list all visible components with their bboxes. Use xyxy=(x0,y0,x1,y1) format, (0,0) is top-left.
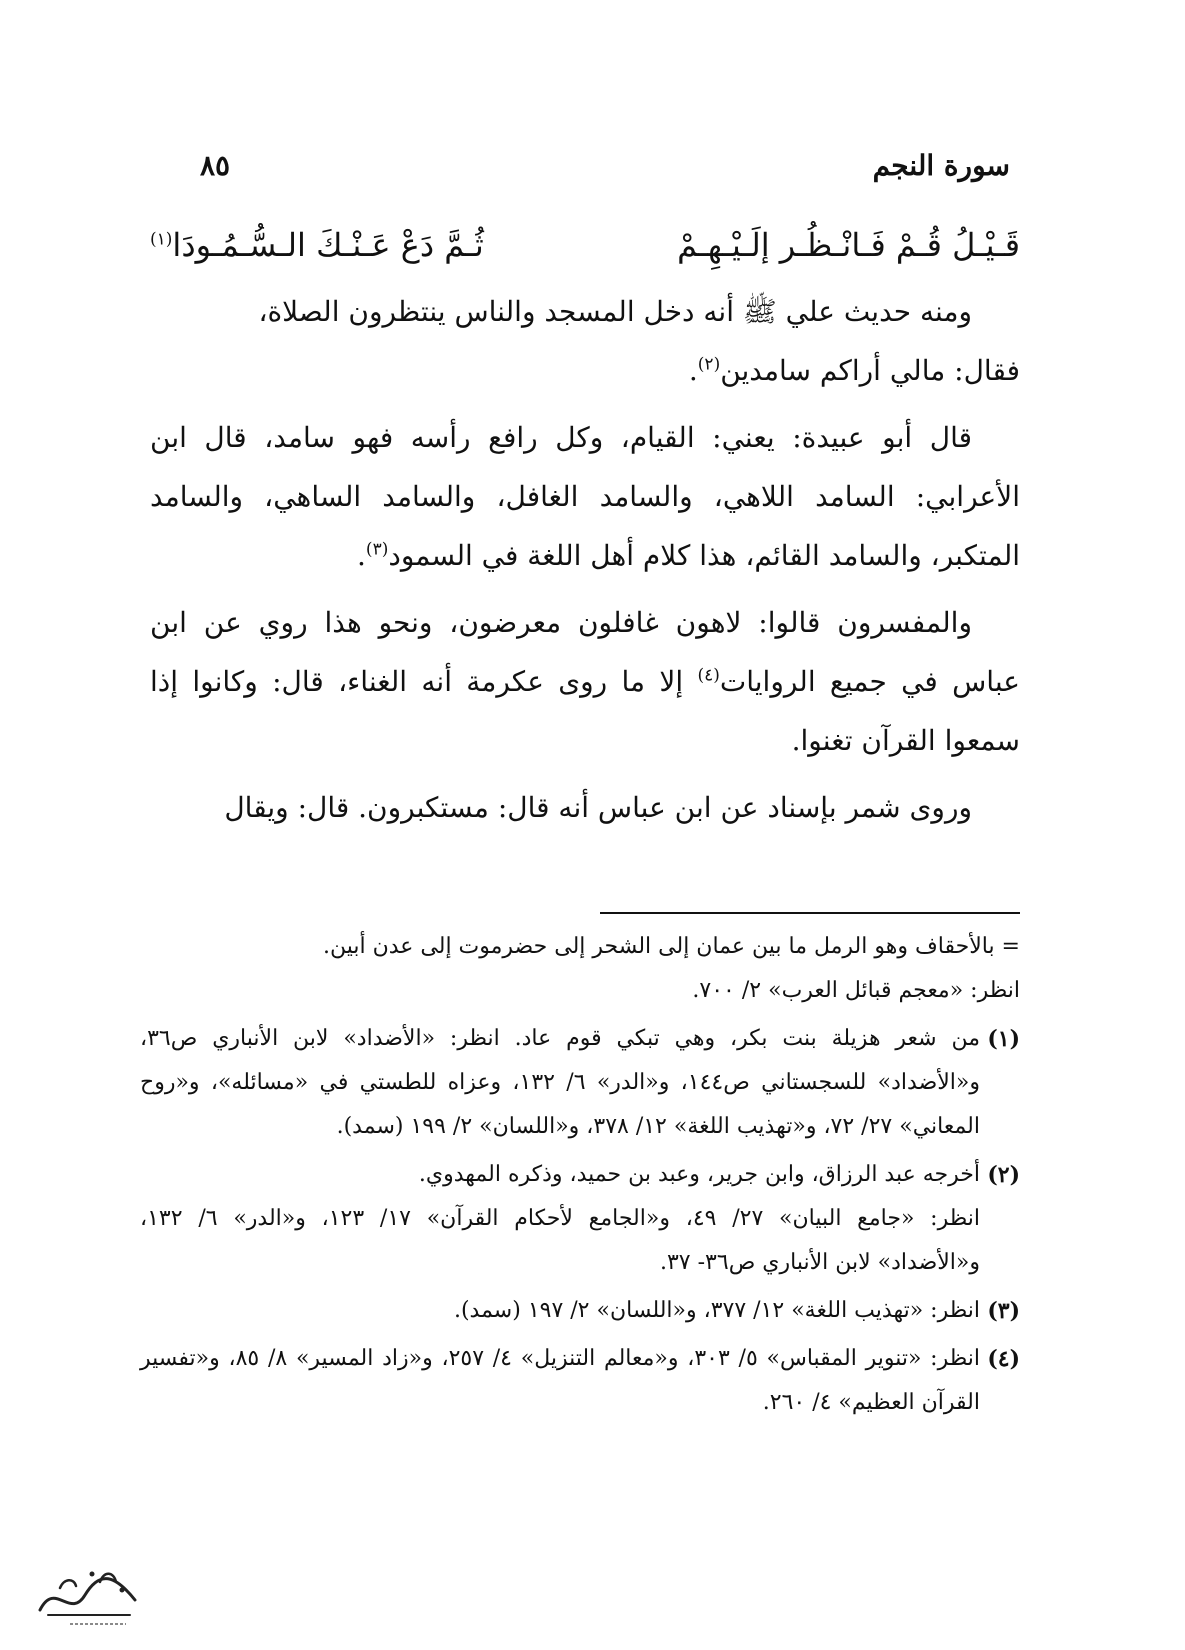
page-header xyxy=(200,135,1010,195)
footnote-1 xyxy=(140,1017,1020,1149)
paragraph-2-tail: . xyxy=(357,539,366,572)
verse-hemistich-left: ثُـمَّ دَعْ عَـنْـكَ الـسُّـمُـودَا xyxy=(172,226,484,264)
paragraph-1-tail: . xyxy=(688,354,698,387)
footnote-2-text-2: انظر: «جامع البيان» ٢٧/ ٤٩، و«الجامع لأحكام القرآن» ١٧/ ١٢٣، و«الدر» ٦/ ١٣٢، و«الأضداد» لابن الأنباري ص٣٦- ٣٧. xyxy=(140,1206,981,1275)
page-number: ٨٥ xyxy=(200,148,231,182)
footnote-3-number: (٣) xyxy=(987,1298,1020,1324)
paragraph-3 xyxy=(150,593,1020,770)
footnote-2-text-1: أخرجه عبد الرزاق، وابن جرير، وعبد بن حميد، وذكره المهدوي. xyxy=(418,1162,980,1187)
paragraph-4-text: وروى شمر بإسناد عن ابن عباس أنه قال: مستكبرون. قال: ويقال xyxy=(224,791,972,824)
footnote-4-text: انظر: «تنوير المقباس» ٥/ ٣٠٣، و«معالم التنزيل» ٤/ ٢٥٧، و«زاد المسير» ٨/ ٨٥، و«تفسير القرآن العظيم» ٤/ ٢٦٠. xyxy=(140,1346,980,1415)
footnote-ref-1: (١) xyxy=(150,229,173,250)
paragraph-2-text: قال أبو عبيدة: يعني: القيام، وكل رافع رأسه فهو سامد، قال ابن الأعرابي: السامد اللاهي، والسامد الغافل، والسامد الساهي، والسامد المتكبر، والسامد القائم، هذا كلام أهل اللغة في السمود xyxy=(150,421,1020,572)
paragraph-2 xyxy=(150,408,1020,585)
paragraph-1-line-2: فقال: مالي أراكم سامدين xyxy=(720,354,1020,387)
footnote-4-number: (٤) xyxy=(987,1346,1020,1372)
paragraph-3-text-before: والمفسرون قالوا: لاهون غافلون معرضون، ونحو هذا روي عن ابن عباس في جميع الروايات xyxy=(150,606,1020,698)
footnote-1-text: من شعر هزيلة بنت بكر، وهي تبكي قوم عاد. انظر: «الأضداد» لابن الأنباري ص٣٦، و«الأضداد» للسجستاني ص١٤٤، و«الدر» ٦/ ١٣٢، وعزاه للطستي في «مسائله»، و«روح المعاني» ٢٧/ ٧٢، و«تهذيب اللغة» ١٢/ ٣٧٨، و«اللسان» ٢/ ١٩٩ (سمد). xyxy=(140,1026,981,1139)
paragraph-1 xyxy=(150,282,1020,400)
paragraph-1-line-1: ومنه حديث علي ﷺ أنه دخل المسجد والناس ينتظرون الصلاة، xyxy=(258,295,972,328)
footnote-3-text: انظر: «تهذيب اللغة» ١٢/ ٣٧٧، و«اللسان» ٢/ ١٩٧ (سمد). xyxy=(453,1298,980,1323)
footnote-1-number: (١) xyxy=(987,1026,1020,1052)
calligraphy-watermark-logo xyxy=(30,1560,150,1630)
footnote-2 xyxy=(140,1153,1020,1285)
surah-title: سورة النجم xyxy=(872,148,1010,182)
poetry-verse xyxy=(150,215,1020,275)
footnote-continuation xyxy=(140,925,1020,1013)
footnote-continuation-line-2: انظر: «معجم قبائل العرب» ٢/ ٧٠٠. xyxy=(692,978,1020,1003)
paragraph-3-text-after: إلا ما روى عكرمة أنه الغناء، قال: وكانوا إذا سمعوا القرآن تغنوا. xyxy=(150,665,1020,757)
verse-hemistich-left-group xyxy=(150,226,484,264)
main-text xyxy=(150,282,1020,845)
footnote-ref-2: (٢) xyxy=(697,354,721,375)
paragraph-4 xyxy=(150,778,1020,837)
footnote-3 xyxy=(140,1289,1020,1333)
footnote-4 xyxy=(140,1337,1020,1425)
footnote-continuation-line-1: = بالأحقاف وهو الرمل ما بين عمان إلى الشحر إلى حضرموت إلى عدن أبين. xyxy=(322,934,1020,959)
footnote-ref-3: (٣) xyxy=(365,539,389,560)
footnote-ref-4: (٤) xyxy=(697,665,720,686)
verse-hemistich-right: قَـيْـلُ قُـمْ فَـانْـظُـر إلَـيْـهِـمْ xyxy=(677,226,1020,264)
footnote-divider xyxy=(600,912,1020,914)
footnotes xyxy=(140,925,1020,1429)
footnote-2-number: (٢) xyxy=(987,1162,1020,1188)
